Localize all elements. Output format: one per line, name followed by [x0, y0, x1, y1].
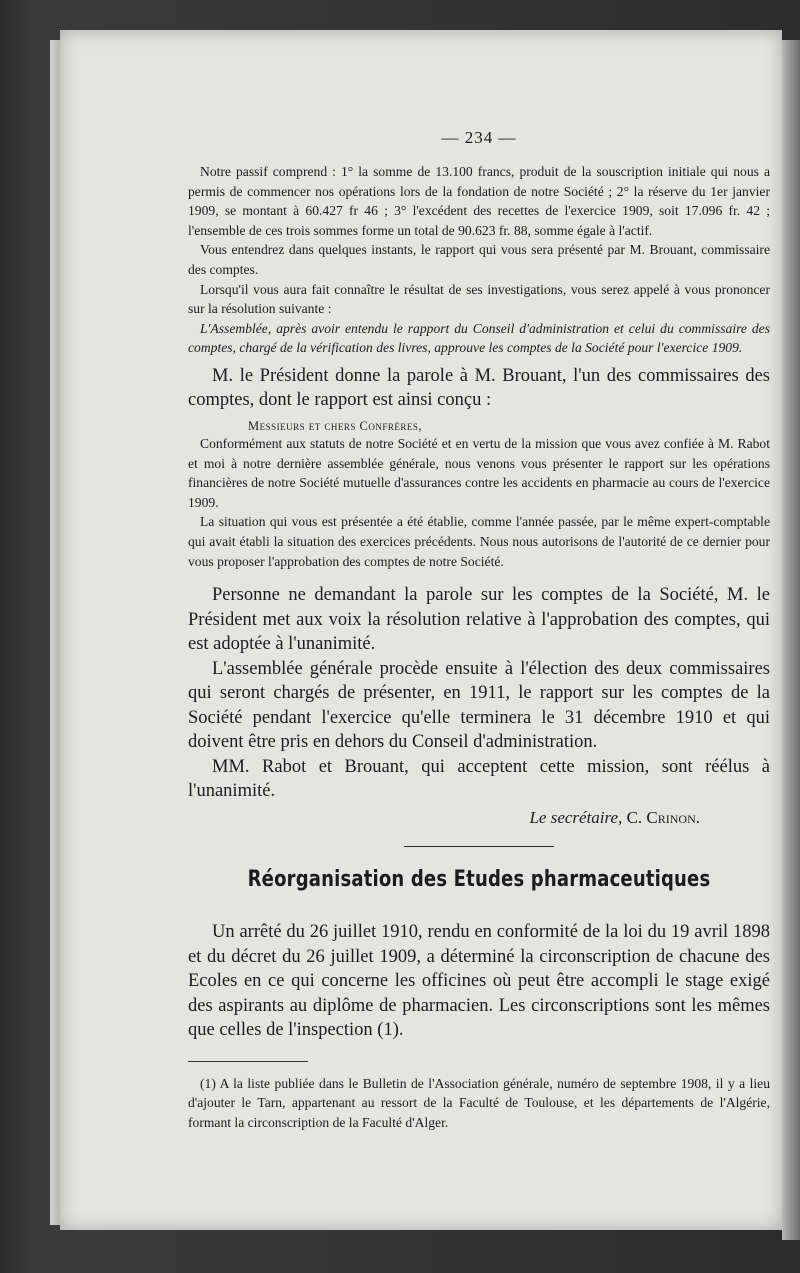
- page-number: — 234 —: [441, 128, 517, 147]
- report-paragraph-1: Conformément aux statuts de notre Société et en vertu de la mission que vous avez confiée à M. Rabot et moi à notre dernière assemblée générale, nous venons vous présenter le rapport sur les opérations financières de notre Société mutuelle d'assurances contre les accidents en pharmacie au cours de l'exercice 1909.: [188, 435, 770, 510]
- page-edge-right: [782, 40, 800, 1240]
- footnote-block: [188, 1074, 770, 1133]
- report-salutation: Messieurs et chers Confrères,: [248, 418, 422, 433]
- president-intro-block: [188, 364, 770, 413]
- section-divider: [404, 846, 554, 848]
- page-content: [188, 120, 770, 1133]
- resolution-text: L'Assemblée, après avoir entendu le rapport du Conseil d'administration et celui du commissaire des comptes, chargé de la vérification des livres, approuve les comptes de la Société pour l'exercice 1909.: [188, 320, 770, 356]
- section-body-block: [188, 920, 770, 1043]
- brouant-announcement: Vous entendrez dans quelques instants, le rapport qui vous sera présenté par M. Brouant, commissaire des comptes.: [188, 242, 770, 277]
- footnote: (1) A la liste publiée dans le Bulletin de l'Association générale, numéro de septembre 1908, il y a lieu d'ajouter le Tarn, appartenant au ressort de la Faculté de Toulouse, et les départements de l'Algérie, formant la circonscription de la Faculté d'Alger.: [188, 1075, 770, 1130]
- resolution-intro: Lorsqu'il vous aura fait connaître le résultat de ses investigations, vous serez appelé à vous prononcer sur la résolution suivante :: [188, 281, 770, 317]
- minutes-section: [188, 583, 770, 804]
- report-paragraph-2: La situation qui vous est présentée a été établie, comme l'année passée, par le même expert-comptable qui avait établi la situation des exercices précédents. Nous nous autorisons de l'autorité de ce dernier pour vous proposer l'approbation des comptes de notre Société.: [188, 514, 770, 569]
- minutes-paragraph-1: Personne ne demandant la parole sur les comptes de la Société, M. le Président met aux voix la résolution relative à l'approbation des comptes, qui est adoptée à l'unanimité.: [188, 585, 770, 655]
- section-body: Un arrêté du 26 juillet 1910, rendu en conformité de la loi du 19 avril 1898 et du décret du 26 juillet 1909, a déterminé la circonscription de chacune des Ecoles en ce qui concerne les officines où peut être accompli le stage exigé des aspirants au diplôme de pharmacien. Les circonscriptions sont les mêmes que celles de l'inspection (1).: [188, 922, 770, 1041]
- signature: [188, 808, 700, 828]
- minutes-paragraph-2: L'assemblée générale procède ensuite à l'élection des deux commissaires qui seront chargés de présenter, en 1911, le rapport sur les comptes de la Société pendant l'exercice qu'elle terminera le 31 décembre 1910 et qui doivent être pris en dehors du Conseil d'administration.: [188, 658, 770, 753]
- minutes-paragraph-3: MM. Rabot et Brouant, qui acceptent cette mission, sont réélus à l'unanimité.: [188, 756, 770, 802]
- passif-section: [188, 162, 770, 358]
- signature-role: Le secrétaire,: [529, 807, 623, 827]
- report-section: [188, 434, 770, 571]
- passif-paragraph: Notre passif comprend : 1° la somme de 13.100 francs, produit de la souscription initiale qui nous a permis de commencer nos opérations lors de la fondation de notre Société ; 2° la réserve du 1er janvier 1909, se montant à 60.427 fr 46 ; 3° l'excédent des recettes de l'exercice 1909, soit 17.096 fr. 42 ; l'ensemble de ces trois sommes forme un total de 90.623 fr. 88, somme égale à l'actif.: [188, 164, 770, 238]
- signature-name: C. Crinon.: [626, 807, 700, 827]
- president-intro: M. le Président donne la parole à M. Brouant, l'un des commissaires des comptes, dont le rapport est ainsi conçu :: [188, 365, 770, 411]
- book-page: [60, 30, 782, 1230]
- footnote-divider: [188, 1061, 308, 1062]
- section-title: Réorganisation des Etudes pharmaceutiques: [247, 867, 711, 893]
